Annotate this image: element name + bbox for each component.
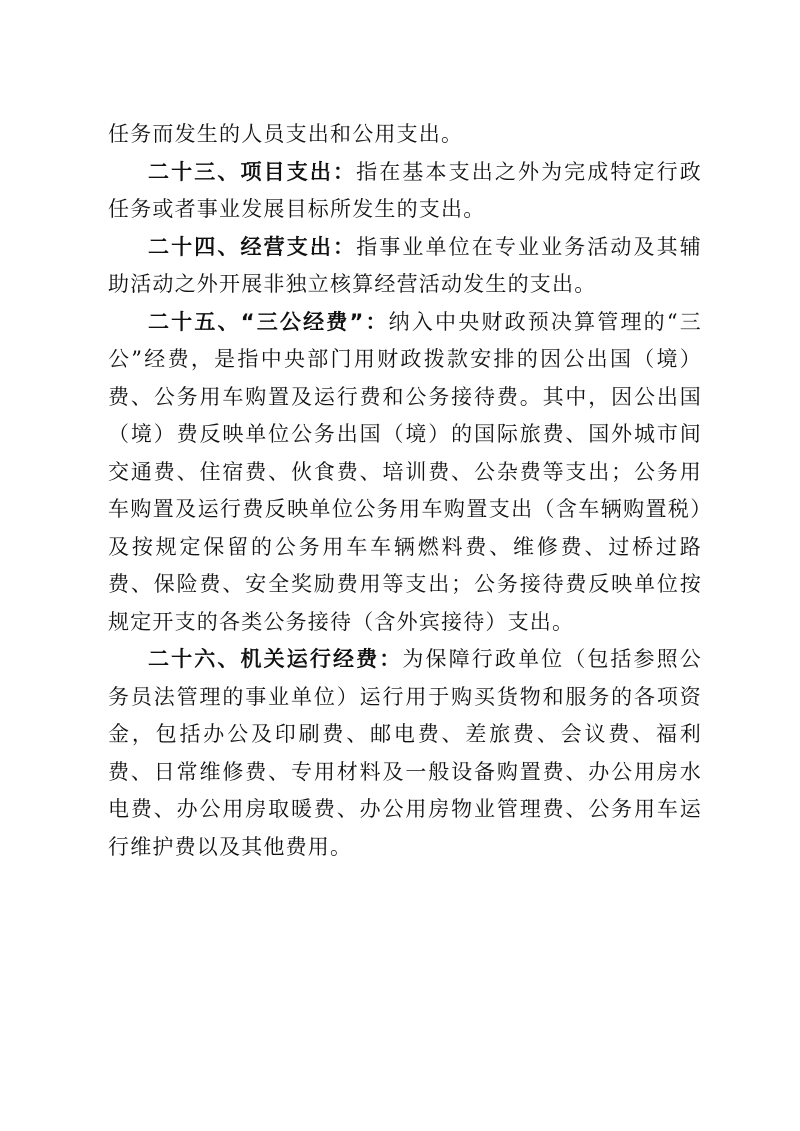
item-23-text: 指在基本支出之外为完成特定行政任务或者事业发展目标所发生的支出。 <box>108 159 702 221</box>
paragraph-text: 任务而发生的人员支出和公用支出。 <box>108 122 464 146</box>
item-26-text: 为保障行政单位（包括参照公务员法管理的事业单位）运行用于购买货物和服务的各项资金，包括办公及印刷费、邮电费、差旅费、会议费、福利费、日常维修费、专用材料及一般设备购置费、办公用房水电费、办公用房取暖费、办公用房物业管理费、公务用车运行维护费以及其他费用。 <box>108 647 702 859</box>
item-26-term: 二十六、机关运行经费： <box>148 647 403 671</box>
item-24-term: 二十四、经营支出： <box>148 234 357 259</box>
paragraph-item-24 <box>108 229 702 304</box>
document-body <box>108 116 702 866</box>
item-23-term: 二十三、项目支出： <box>148 159 357 184</box>
paragraph-item-23 <box>108 154 702 229</box>
paragraph-continuation <box>108 116 702 154</box>
paragraph-item-26 <box>108 641 702 866</box>
item-25-text: 纳入中央财政预决算管理的“三公”经费，是指中央部门用财政拨款安排的因公出国（境）费、公务用车购置及运行费和公务接待费。其中，因公出国（境）费反映单位公务出国（境）的国际旅费、国外城市间交通费、住宿费、伙食费、培训费、公杂费等支出；公务用车购置及运行费反映单位公务用车购置支出（含车辆购置税）及按规定保留的公务用车车辆燃料费、维修费、过桥过路费、保险费、安全奖励费用等支出；公务接待费反映单位按规定开支的各类公务接待（含外宾接待）支出。 <box>108 309 702 634</box>
item-25-term: 二十五、“三公经费”： <box>148 309 389 334</box>
item-24-text: 指事业单位在专业业务活动及其辅助活动之外开展非独立核算经营活动发生的支出。 <box>108 234 702 296</box>
paragraph-item-25 <box>108 304 702 642</box>
